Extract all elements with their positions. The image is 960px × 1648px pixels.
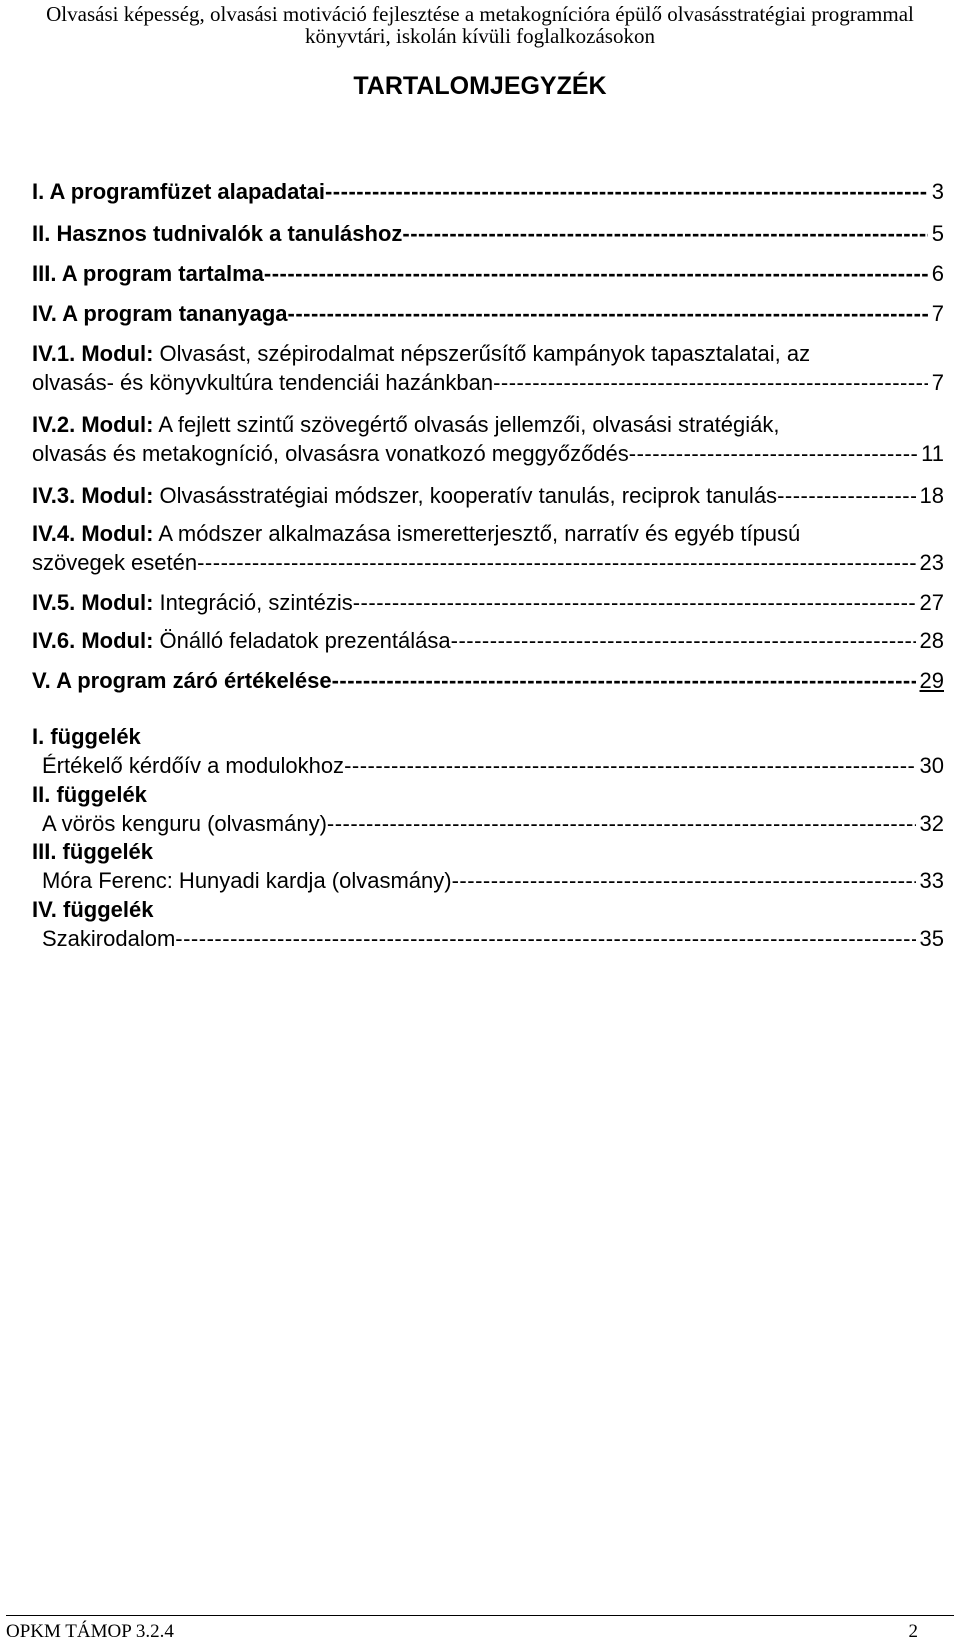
toc-leader [288,300,928,328]
toc-entry-label: IV. A program tananyaga [32,301,288,326]
toc-leader [344,752,915,780]
toc-leader [327,810,916,838]
running-header-line2: könyvtári, iskolán kívüli foglalkozásokon [305,24,655,48]
toc-leader [493,369,928,397]
footer-left-text: OPKM TÁMOP 3.2.4 [6,1621,174,1642]
toc-page-number: 30 [919,753,944,778]
module-number: IV.2. Modul: [32,412,154,437]
module-title-cont: olvasás és metakogníció, olvasásra vonatkozó meggyőződés [32,441,629,466]
module-title-cont: olvasás- és könyvkultúra tendenciái hazánkban [32,370,494,395]
toc-entry-iv[interactable] [32,300,944,328]
toc-leader [353,589,916,617]
toc-leader [451,627,916,655]
toc-page-number: 33 [919,868,944,893]
module-number: IV.3. Modul: [32,483,154,508]
toc-leader [325,178,928,206]
toc-page-number: 7 [931,370,944,395]
toc-entry-iii[interactable] [32,260,944,288]
toc-entry-label: Szakirodalom [42,926,176,951]
running-header-line1: Olvasási képesség, olvasási motiváció fejlesztése a metakognícióra épülő olvasásstratégiai programmal [46,2,914,26]
module-number: IV.5. Modul: [32,590,154,615]
module-title: Önálló feladatok prezentálása [153,628,451,653]
toc-entry-iv4-line1[interactable] [32,520,944,548]
toc-page-number: 7 [931,301,944,326]
toc-leader [629,440,917,468]
toc-entry-i[interactable] [32,178,944,206]
module-title: A fejlett szintű szövegértő olvasás jellemzői, olvasási stratégiák, [153,412,780,437]
toc-entry-label: A vörös kenguru (olvasmány) [42,811,327,836]
toc-leader [264,260,928,288]
toc-leader [452,867,916,895]
module-title-cont: szövegek esetén [32,550,198,575]
toc-entry-iv2-line1[interactable] [32,411,944,439]
toc-page-number: 11 [921,441,944,466]
toc-entry-label: III. A program tartalma [32,261,264,286]
toc-entry-iv6[interactable] [32,627,944,655]
toc-page-number: 3 [931,179,944,204]
toc-entry-label: II. Hasznos tudnivalók a tanuláshoz [32,221,403,246]
module-title: Olvasásstratégiai módszer, kooperatív tanulás, reciprok tanulás [153,483,778,508]
toc-page-number: 18 [919,483,944,508]
toc-entry-appendix-3[interactable] [42,867,944,895]
module-number: IV.4. Modul: [32,521,154,546]
toc-leader [197,549,915,577]
module-title: A módszer alkalmazása ismeretterjesztő, narratív és egyéb típusú [153,521,801,546]
appendix-heading-2: II. függelék [32,782,147,807]
toc-leader [175,925,915,953]
toc-leader [332,667,916,695]
toc-leader [777,482,915,510]
toc-page-number: 28 [919,628,944,653]
toc-entry-label: V. A program záró értékelése [32,668,332,693]
toc-entry-iv2-line2[interactable] [32,440,944,468]
toc-entry-iv3[interactable] [32,482,944,510]
module-number: IV.1. Modul: [32,341,154,366]
footer-rule [6,1615,954,1616]
toc-leader [402,220,927,248]
toc-page-number: 23 [919,550,944,575]
page-title: TARTALOMJEGYZÉK [353,72,607,100]
toc-page-number: 5 [931,221,944,246]
toc-page-number: 6 [931,261,944,286]
toc-page-number: 27 [919,590,944,615]
toc-entry-label: I. A programfüzet alapadatai [32,179,325,204]
table-of-contents [32,0,944,1000]
page-number: 2 [908,1621,918,1642]
toc-page-number: 35 [919,926,944,951]
toc-entry-label: Móra Ferenc: Hunyadi kardja (olvasmány) [42,868,452,893]
module-number: IV.6. Modul: [32,628,154,653]
appendix-heading-3: III. függelék [32,839,154,864]
toc-entry-appendix-4[interactable] [42,925,944,953]
toc-entry-appendix-1[interactable] [42,752,944,780]
module-title: Integráció, szintézis [153,590,353,615]
toc-entry-ii[interactable] [32,220,944,248]
toc-entry-iv1-line1[interactable] [32,340,944,368]
toc-entry-iv5[interactable] [32,589,944,617]
toc-entry-iv4-line2[interactable] [32,549,944,577]
toc-entry-label: Értékelő kérdőív a modulokhoz [42,753,345,778]
module-title: Olvasást, szépirodalmat népszerűsítő kampányok tapasztalatai, az [153,341,811,366]
appendix-heading-4: IV. függelék [32,897,154,922]
appendix-heading-1: I. függelék [32,724,141,749]
toc-page-number: 32 [919,811,944,836]
toc-entry-iv1-line2[interactable] [32,369,944,397]
toc-page-number: 29 [919,668,944,693]
toc-entry-appendix-2[interactable] [42,810,944,838]
toc-entry-v[interactable] [32,667,944,695]
